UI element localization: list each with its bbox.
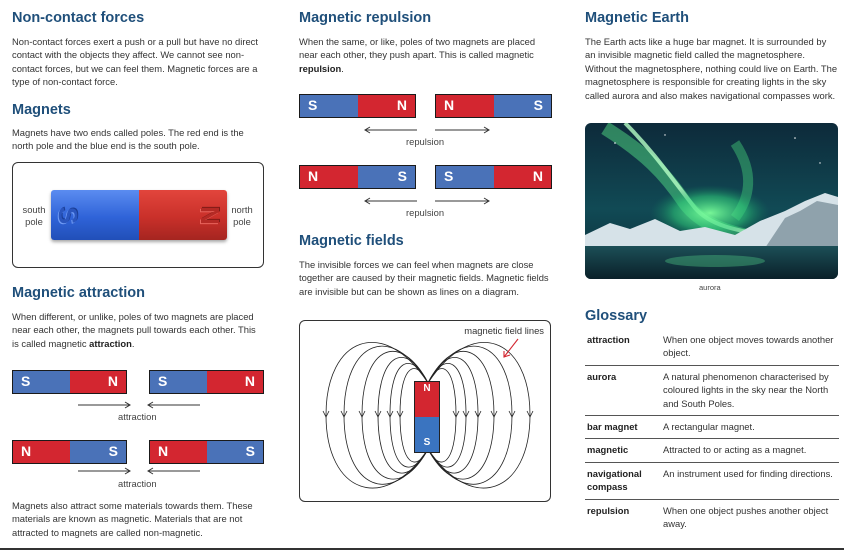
earth-text: The Earth acts like a huge bar magnet. It is surrounded by an invisible magnetic field called the magnetosphere. Without the magnetosphere, nothing could live on Earth. The magnetosphere is responsible for creating lights in the sky called aurora and also makes navigational compasses work.: [585, 36, 838, 101]
south-label-line2: pole: [25, 216, 43, 227]
field-diagram-box: [299, 320, 551, 502]
magnets-title: Magnets: [12, 102, 71, 118]
magnet-pole: S: [70, 441, 127, 463]
glossary-term: attraction: [585, 329, 661, 365]
magnet-pole: N: [494, 166, 552, 188]
attraction-row-2: [12, 440, 264, 464]
attraction-row-1: [12, 370, 264, 394]
magnet-pole: S: [494, 95, 552, 117]
vertical-magnet-north: N: [415, 382, 439, 417]
repulsion-text-c: .: [341, 62, 344, 74]
repulsion-magnet-2b: [435, 165, 552, 189]
repulsion-magnet-1b: [435, 94, 552, 118]
attraction-bold: attraction: [89, 337, 132, 349]
glossary-def: Attracted to or acting as a magnet.: [661, 439, 839, 462]
aurora-photo: [585, 123, 838, 279]
magnet-pole: S: [207, 441, 264, 463]
bar-magnet-box: [12, 162, 264, 268]
attraction-text-c: .: [131, 337, 135, 349]
magnet-pole: N: [70, 371, 127, 393]
glossary-title: Glossary: [585, 308, 648, 324]
glossary-row: [585, 462, 839, 499]
glossary-row: [585, 329, 839, 365]
repulsion-arrows-2: [299, 195, 552, 207]
field-lines-label: magnetic field lines: [464, 325, 544, 336]
magnet-pole: S: [358, 166, 416, 188]
fields-title: Magnetic fields: [299, 233, 404, 249]
aurora-caption: aurora: [699, 283, 721, 292]
attraction-arrows-2: [12, 465, 264, 477]
magnet-pole: N: [358, 95, 416, 117]
glossary-def: An instrument used for finding directions.: [661, 462, 839, 499]
repulsion-title: Magnetic repulsion: [299, 10, 432, 26]
repulsion-label-1: repulsion: [406, 136, 445, 147]
magnet-pole: N: [13, 441, 70, 463]
south-pole-label: [19, 204, 49, 228]
repulsion-magnet-1a: [299, 94, 416, 118]
attraction-magnet-1a: [12, 370, 127, 394]
vertical-magnet-south: S: [415, 417, 439, 452]
attraction-title: Magnetic attraction: [12, 285, 145, 301]
repulsion-row-2: [299, 165, 552, 189]
north-label-line1: north: [231, 204, 253, 215]
vertical-magnet: [414, 381, 440, 453]
repulsion-label-2: repulsion: [406, 207, 445, 218]
glossary-term: aurora: [585, 365, 661, 415]
magnet-pole: N: [300, 166, 358, 188]
magnet-pole: S: [436, 166, 494, 188]
repulsion-magnet-2a: [299, 165, 416, 189]
south-label-line1: south: [22, 204, 46, 215]
magnets-text: Magnets have two ends called poles. The red end is the north pole and the blue end is the south pole.: [12, 127, 244, 152]
repulsion-arrows-1: [299, 124, 552, 136]
bar-s-letter: S: [53, 206, 84, 225]
glossary-table: [585, 329, 839, 535]
glossary-term: navigational compass: [585, 462, 661, 499]
glossary-row: [585, 365, 839, 415]
noncontact-title: Non-contact forces: [12, 10, 145, 26]
magnet-pole: S: [13, 371, 70, 393]
magnet-pole: S: [300, 95, 358, 117]
glossary-def: When one object moves towards another object.: [661, 329, 839, 365]
bar-south-half: [51, 190, 139, 240]
attraction-magnet-2b: [149, 440, 264, 464]
glossary-def: A rectangular magnet.: [661, 416, 839, 439]
north-label-line2: pole: [233, 216, 251, 227]
attraction-footer: Magnets also attract some materials towards them. These materials are known as magnetic. Materials that are not attracted to magnets are called non-magnetic.: [12, 500, 253, 538]
attraction-text-a: When different, or unlike, poles of two magnets are placed near each other, the magnets pull towards each other. This is called magnetic: [12, 311, 256, 349]
bar-north-half: [139, 190, 227, 240]
magnet-pole: N: [150, 441, 207, 463]
glossary-row: [585, 499, 839, 535]
repulsion-bold: repulsion: [299, 62, 342, 74]
aurora-image: [585, 123, 838, 279]
magnet-pole: N: [207, 371, 264, 393]
bar-n-letter: N: [195, 206, 226, 225]
noncontact-text: Non-contact forces exert a push or a pull but have no direct contact with the objects they affect. We cannot see non-contact forces, but we can feel them. Magnetic forces are a type of non-contact force.: [12, 36, 258, 88]
attraction-label-2: attraction: [118, 478, 157, 489]
earth-title: Magnetic Earth: [585, 10, 689, 26]
magnet-pole: N: [436, 95, 494, 117]
attraction-text: [12, 310, 264, 350]
fields-text: The invisible forces we can feel when magnets are close together are caused by their magnetic fields. Magnetic fields are invisible but can be shown as lines on a diagram.: [299, 259, 549, 297]
magnet-pole: S: [150, 371, 207, 393]
glossary-def: When one object pushes another object away.: [663, 504, 829, 530]
glossary-row: [585, 439, 839, 462]
glossary-term: magnetic: [585, 439, 661, 462]
repulsion-text: [299, 35, 552, 75]
attraction-magnet-2a: [12, 440, 127, 464]
glossary-row: [585, 416, 839, 439]
glossary-term: bar magnet: [585, 416, 661, 439]
repulsion-text-a: When the same, or like, poles of two magnets are placed near each other, they push apart. This is called magnetic: [299, 36, 536, 61]
attraction-magnet-1b: [149, 370, 264, 394]
bar-magnet-image: [51, 190, 227, 240]
north-pole-label: [227, 204, 257, 228]
repulsion-row-1: [299, 94, 552, 118]
attraction-label-1: attraction: [118, 411, 157, 422]
glossary-def: A natural phenomenon characterised by coloured lights in the sky near the North and South Poles.: [661, 365, 839, 415]
attraction-arrows-1: [12, 399, 264, 411]
glossary-term: repulsion: [587, 504, 630, 516]
